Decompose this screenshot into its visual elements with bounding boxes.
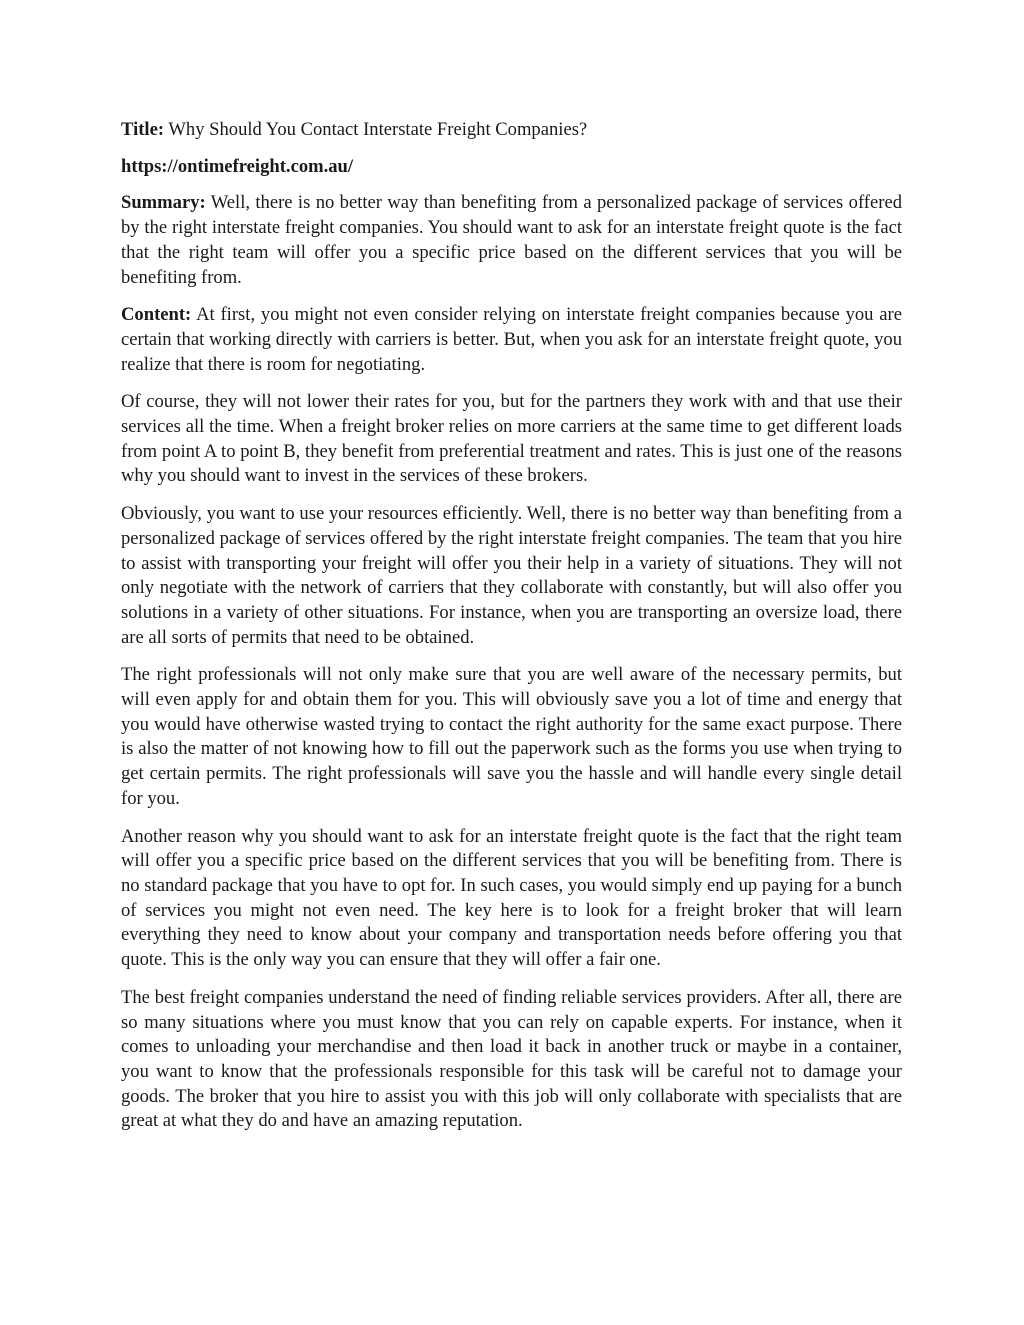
title-label: Title:: [121, 119, 165, 140]
body-paragraph: Of course, they will not lower their rates for you, but for the partners they work with and that use their services all the time. When a freight broker relies on more carriers at the same time to get different loads from point A to point B, they benefit from preferential treatment and rates. This is just one of the reasons why you should want to invest in the services of these brokers.: [121, 391, 902, 487]
summary-paragraph: [121, 191, 902, 290]
content-intro-text: At first, you might not even consider relying on interstate freight companies because you are certain that working directly with carriers is better. But, when you ask for an interstate freight quote, you realize that there is room for negotiating.: [121, 304, 902, 375]
source-url-text[interactable]: https://ontimefreight.com.au/: [121, 155, 354, 177]
source-url[interactable]: [121, 155, 902, 180]
summary-label: Summary:: [121, 192, 206, 214]
body-paragraph: The right professionals will not only make sure that you are well aware of the necessary permits, but will even apply for and obtain them for you. This will obviously save you a lot of time and energy that you would have otherwise wasted trying to contact the right authority for the same exact purpose. There is also the matter of not knowing how to fill out the paperwork such as the forms you use when trying to get certain permits. The right professionals will save you the hassle and will handle every single detail for you.: [121, 664, 902, 809]
summary-text: Well, there is no better way than benefiting from a personalized package of services offered by the right interstate freight companies. You should want to ask for an interstate freight quote is the fact that the right team will offer you a specific price based on the different services that you will be benefiting from.: [121, 192, 902, 288]
title-text: Why Should You Contact Interstate Freight Companies?: [168, 119, 588, 140]
body-paragraph: The best freight companies understand the need of finding reliable services providers. After all, there are so many situations where you must know that you can rely on capable experts. For instance, when it comes to unloading your merchandise and then load it back in another truck or maybe in a container, you want to know that the professionals responsible for this task will be careful not to damage your goods. The broker that you hire to assist you with this job will only collaborate with specialists that are great at what they do and have an amazing reputation.: [121, 986, 902, 1132]
content-intro-paragraph: [121, 303, 902, 377]
body-paragraph: Obviously, you want to use your resources efficiently. Well, there is no better way than benefiting from a personalized package of services offered by the right interstate freight companies. The team that you hire to assist with transporting your freight will offer you their help in a variety of situations. They will not only negotiate with the network of carriers that they collaborate with constantly, but will also offer you solutions in a variety of other situations. For instance, when you are transporting an oversize load, there are all sorts of permits that need to be obtained.: [121, 503, 902, 648]
content-label: Content:: [121, 304, 192, 326]
document-body: [121, 118, 902, 1147]
body-paragraph: Another reason why you should want to ask for an interstate freight quote is the fact that the right team will offer you a specific price based on the different services that you will be benefiting from. There is no standard package that you have to opt for. In such cases, you would simply end up paying for a bunch of services you might not even need. The key here is to look for a freight broker that will learn everything they need to know about your company and transportation needs before offering you that quote. This is the only way you can ensure that they will offer a fair one.: [121, 825, 902, 971]
title-line: [121, 118, 902, 143]
